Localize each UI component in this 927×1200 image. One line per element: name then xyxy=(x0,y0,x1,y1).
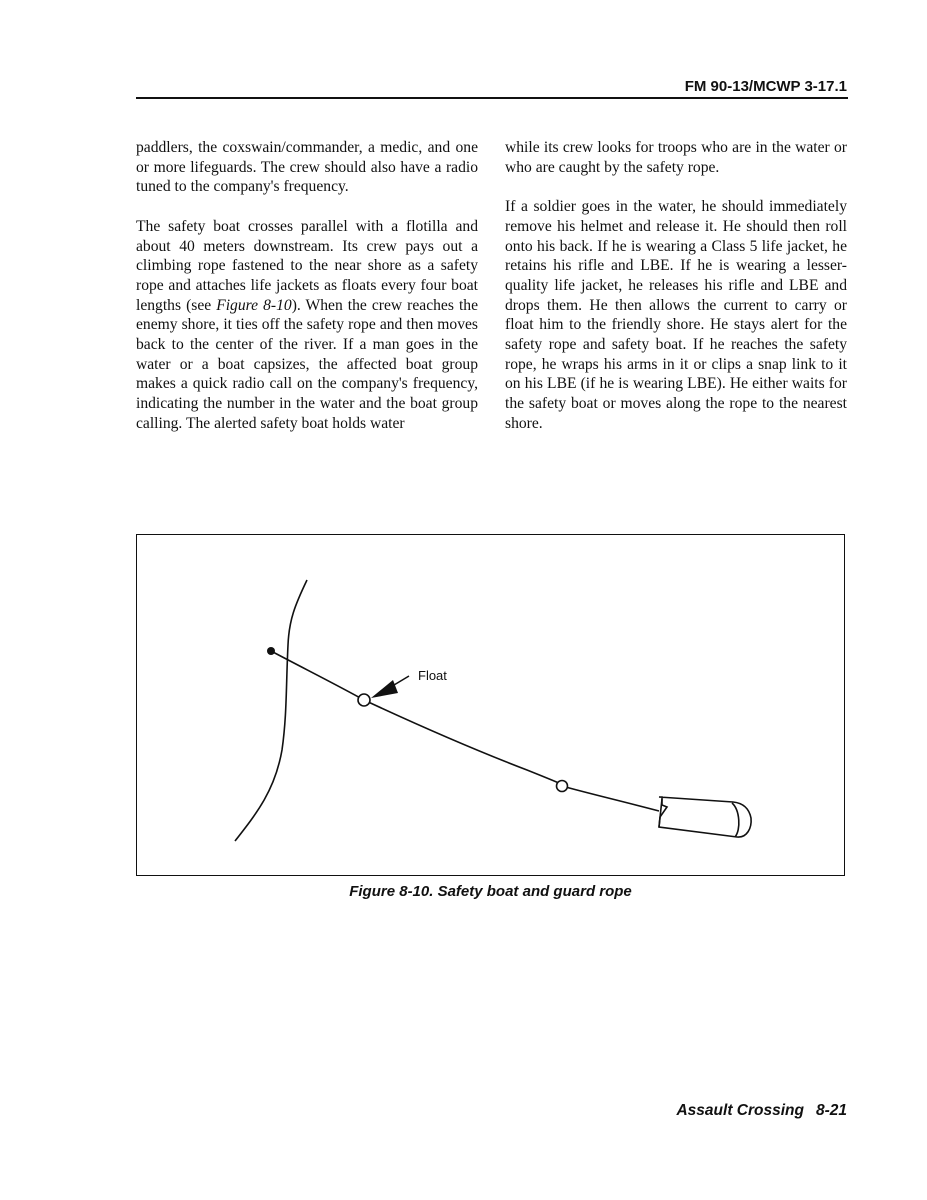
footer-section-title: Assault Crossing xyxy=(676,1102,804,1119)
right-paragraph-1: while its crew looks for troops who are in the water or who are caught by the safety rope. xyxy=(505,139,847,176)
left-paragraph-2-text-b: ). When the crew reaches the enemy shore, it ties off the safety rope and then moves back to the center of the river. If a man goes in the water or a boat capsizes, the affected boat group makes a quick radio call on the company's frequency, indicating the number in the water and the boat group calling. The alerted safety boat holds water xyxy=(136,296,478,432)
right-column xyxy=(505,138,847,453)
safety-rope xyxy=(271,651,659,811)
header-rule xyxy=(136,97,848,99)
figure-diagram xyxy=(137,535,846,877)
left-paragraph-2 xyxy=(136,217,478,434)
left-column xyxy=(136,138,478,453)
figure-caption: Figure 8-10. Safety boat and guard rope xyxy=(349,883,632,900)
shore-line xyxy=(235,580,307,841)
float-arrow-head xyxy=(371,680,398,698)
float-label: Float xyxy=(418,668,447,683)
left-paragraph-2-text-a: The safety boat crosses parallel with a flotilla and about 40 meters downstream. Its crew pays out a climbing rope fastened to the near shore as a safety rope and attaches life jackets as floats every four boat lengths (see xyxy=(136,217,478,314)
left-paragraph-1: paddlers, the coxswain/commander, a medic, and one or more lifeguards. The crew should also have a radio tuned to the company's frequency. xyxy=(136,139,478,196)
header-code: FM 90-13/MCWP 3-17.1 xyxy=(684,78,847,95)
float-marker-1 xyxy=(358,694,370,706)
safety-boat xyxy=(659,797,751,837)
figure-reference-link[interactable]: Figure 8-10 xyxy=(216,296,292,314)
float-marker-2 xyxy=(557,781,568,792)
right-paragraph-2: If a soldier goes in the water, he should immediately remove his helmet and release it. He should then roll onto his back. If he is wearing a Class 5 life jacket, he retains his rifle and LBE. If he is wearing a lesser-quality life jacket, he releases his rifle and LBE and drops them. He then allows the current to carry or float him to the friendly shore. He stays alert for the safety rope and safety boat. If he reaches the safety rope, he wraps his arms in it or clips a snap link to it on his LBE (if he is wearing LBE). He either waits for the safety boat or moves along the rope to the nearest shore. xyxy=(505,198,847,432)
figure-box xyxy=(136,534,845,876)
footer-page-number: 8-21 xyxy=(815,1102,847,1119)
page-footer xyxy=(676,1102,847,1120)
